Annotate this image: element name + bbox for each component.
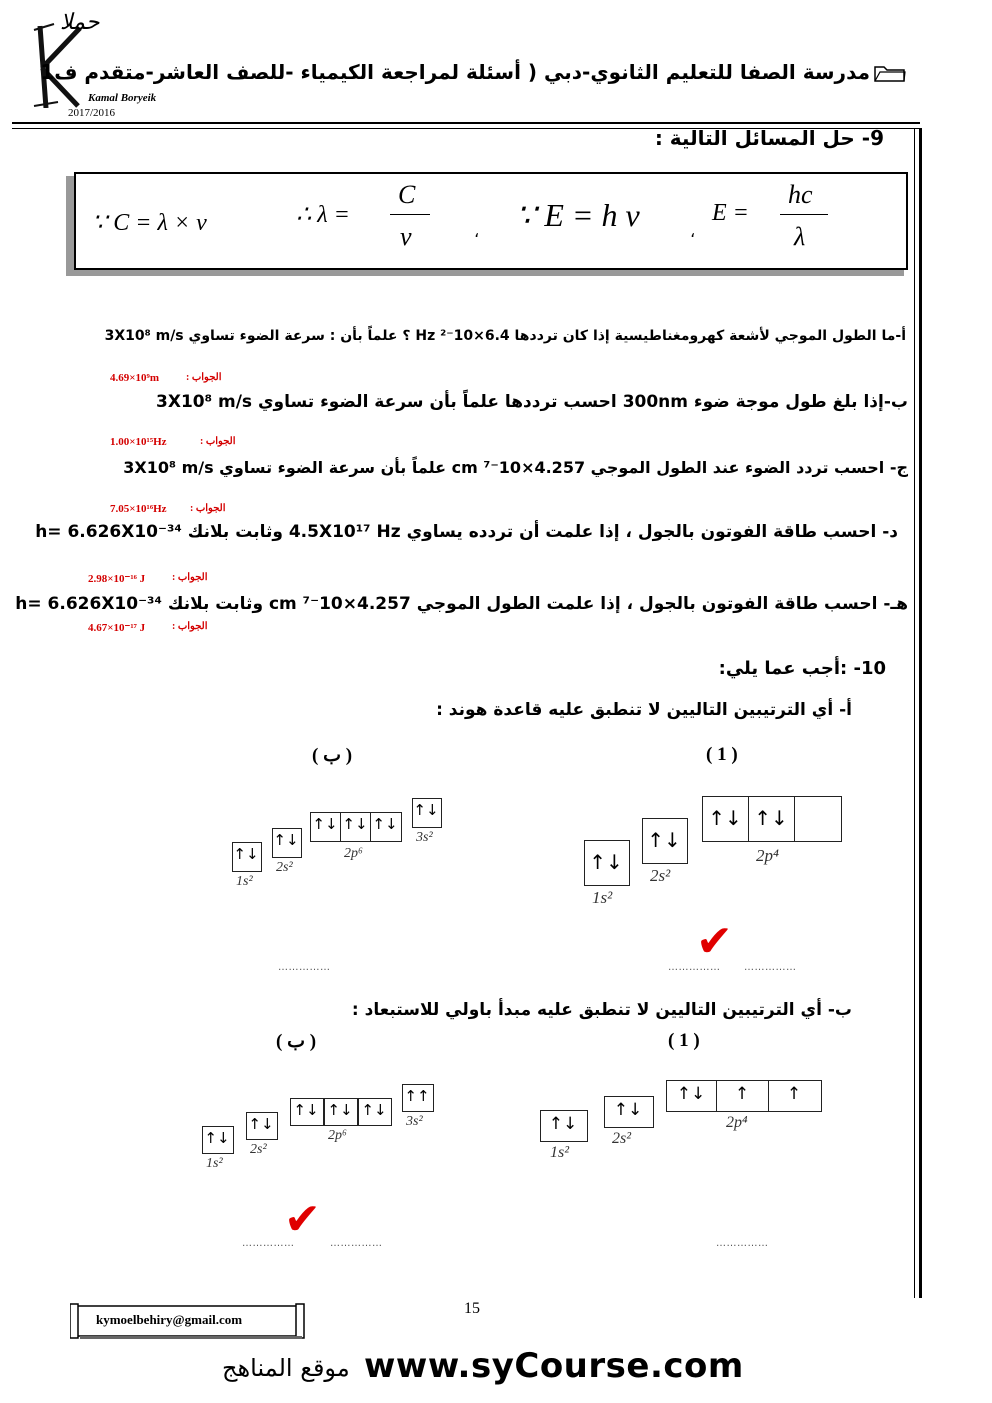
- arrow-pair: ↑↓: [589, 850, 623, 874]
- q10b-question: ب- أي الترتيبين التاليين لا تنطبق عليه مبدأ باولي للاستبعاد :: [351, 1000, 852, 1020]
- q10-heading: 10- :أجب عما يلي:: [718, 658, 886, 679]
- label-2s2: 2s²: [612, 1130, 632, 1147]
- arrow-pair: ↑↓: [613, 1100, 643, 1120]
- page-title: مدرسة الصفا للتعليم الثانوي-دبي ( أسئلة لمراجعة الكيمياء -للصف العاشر-متقدم ف1: [40, 60, 870, 84]
- q9c-answer: 7.05×10¹⁶Hz: [110, 503, 167, 515]
- formula-energy: ∵ E = h ν: [516, 197, 640, 233]
- answer-blank: ……………: [278, 962, 331, 973]
- arrow-pair: ↑↓: [342, 815, 368, 833]
- fraction-bar: [390, 214, 430, 215]
- q9-heading: 9- حل المسائل التالية :: [654, 126, 884, 150]
- arrow-up: ↑: [734, 1084, 750, 1104]
- check-mark-icon: ✔: [284, 1194, 321, 1245]
- right-margin-rule: [914, 128, 922, 1298]
- answer-blank: ……………: [242, 1238, 295, 1249]
- orbital-box-2p: [794, 796, 842, 842]
- q9e-text: هـ- احسب طاقة الفوتون بالجول ، إذا علمت الطول الموجي 4.257×10⁻⁷ cm وثابت بلانك h= 6.626X10⁻³⁴: [15, 594, 908, 614]
- q9b-text: ب-إذا بلغ طول موجة ضوء 300nm احسب ترددها علماً بأن سرعة الضوء تساوي 3X10⁸ m/s: [156, 392, 908, 412]
- label-1s2: 1s²: [206, 1156, 223, 1171]
- arrow-pair: ↑↓: [676, 1084, 706, 1104]
- folder-icon: [874, 63, 906, 87]
- logo-caption: Kamal Boryeik: [88, 92, 157, 104]
- q10b-label-b: ( ب ): [276, 1031, 317, 1052]
- label-2s2: 2s²: [650, 866, 671, 885]
- q9b-answer: 1.00×10¹⁵Hz: [110, 436, 167, 448]
- label-2p4: 2p⁴: [756, 846, 779, 865]
- formula-energy-den: λ: [794, 222, 806, 251]
- q9c-answer-label: الجواب :: [190, 503, 226, 514]
- q10a-question: أ- أي الترتيبين التاليين لا تنطبق عليه قاعدة هوند :: [436, 700, 852, 720]
- label-1s2: 1s²: [236, 874, 253, 889]
- arrow-pair: ↑↓: [372, 815, 398, 833]
- q9d-answer: 2.98×10⁻¹⁶ J: [88, 573, 146, 585]
- email-scroll: [70, 1302, 306, 1340]
- arrow-pair: ↑↓: [413, 801, 439, 819]
- page-number: 15: [464, 1300, 480, 1317]
- q9a-text: أ-ما الطول الموجي لأشعة كهرومغناطيسية إذا كان ترددها 6.4×10⁻² Hz ؟ علماً بأن : سرعة الضوء تساوي 3X10⁸ m/s: [104, 328, 906, 344]
- q9d-answer-label: الجواب :: [172, 572, 208, 583]
- label-2p4: 2p⁴: [726, 1114, 748, 1131]
- arrow-pair: ↑↓: [327, 1101, 353, 1119]
- label-2s2: 2s²: [276, 860, 293, 875]
- formula-lambda-num: C: [398, 180, 416, 209]
- header-signature: حملا: [60, 10, 100, 35]
- label-3s2: 3s²: [406, 1114, 423, 1129]
- arrow-pair: ↑↓: [754, 806, 788, 830]
- answer-blank: ……………: [744, 962, 797, 973]
- answer-blank: ……………: [716, 1238, 769, 1249]
- label-1s2: 1s²: [550, 1144, 570, 1161]
- formula-separator: ،: [474, 222, 480, 241]
- arrow-pair: ↑↓: [248, 1115, 274, 1133]
- arrow-pair: ↑↓: [273, 831, 299, 849]
- footer-email[interactable]: kymoelbehiry@gmail.com: [96, 1312, 243, 1327]
- q9c-text: ج- احسب تردد الضوء عند الطول الموجي 4.257×10⁻⁷ cm علماً بأن سرعة الضوء تساوي 3X10⁸ m/s: [123, 458, 908, 477]
- arrow-pair: ↑↓: [361, 1101, 387, 1119]
- q9b-answer-label: الجواب :: [200, 436, 236, 447]
- label-1s2: 1s²: [592, 888, 613, 907]
- arrow-pair: ↑↓: [204, 1129, 230, 1147]
- site-url[interactable]: www.syCourse.com: [364, 1346, 744, 1386]
- label-2p6: 2p⁶: [344, 846, 363, 861]
- formula-lambda-lhs: ∴ λ =: [296, 202, 350, 228]
- q9e-answer: 4.67×10⁻¹⁷ J: [88, 622, 146, 634]
- formula-separator: ،: [690, 222, 696, 241]
- answer-blank: ……………: [668, 962, 721, 973]
- site-arabic-name: موقع المناهج: [222, 1354, 350, 1382]
- q10a-label-1: ( 1 ): [706, 744, 738, 765]
- formula-energy-lhs: E =: [712, 200, 749, 226]
- arrow-pair: ↑↓: [647, 828, 681, 852]
- label-2s2: 2s²: [250, 1142, 267, 1157]
- formula-lambda-den: ν: [400, 222, 412, 251]
- arrow-pair: ↑↓: [293, 1101, 319, 1119]
- q9a-answer-label: الجواب :: [186, 372, 222, 383]
- q10b-label-1: ( 1 ): [668, 1030, 700, 1051]
- label-2p6: 2p⁶: [328, 1128, 347, 1143]
- formula-c-lambda-nu: ∵ C = λ × ν: [92, 210, 207, 236]
- header-year: 2017/2016: [68, 107, 116, 119]
- q9d-text: د- احسب طاقة الفوتون بالجول ، إذا علمت أن تردده يساوي 4.5X10¹⁷ Hz وثابت بلانك h= 6.626X10⁻³⁴: [35, 522, 898, 542]
- arrow-pair: ↑↓: [708, 806, 742, 830]
- fraction-bar: [780, 214, 828, 215]
- arrow-pair: ↑↓: [233, 845, 259, 863]
- q9e-answer-label: الجواب :: [172, 621, 208, 632]
- arrow-pair: ↑↓: [312, 815, 338, 833]
- q9a-answer: 4.69×10⁹m: [110, 372, 159, 384]
- answer-blank: ……………: [330, 1238, 383, 1249]
- check-mark-icon: ✔: [696, 916, 733, 967]
- arrow-up-up: ↑↑: [404, 1087, 430, 1105]
- q10a-label-b: ( ب ): [312, 745, 353, 766]
- formula-energy-num: hc: [788, 180, 813, 209]
- arrow-up: ↑: [786, 1084, 802, 1104]
- arrow-pair: ↑↓: [548, 1114, 578, 1134]
- label-3s2: 3s²: [416, 830, 433, 845]
